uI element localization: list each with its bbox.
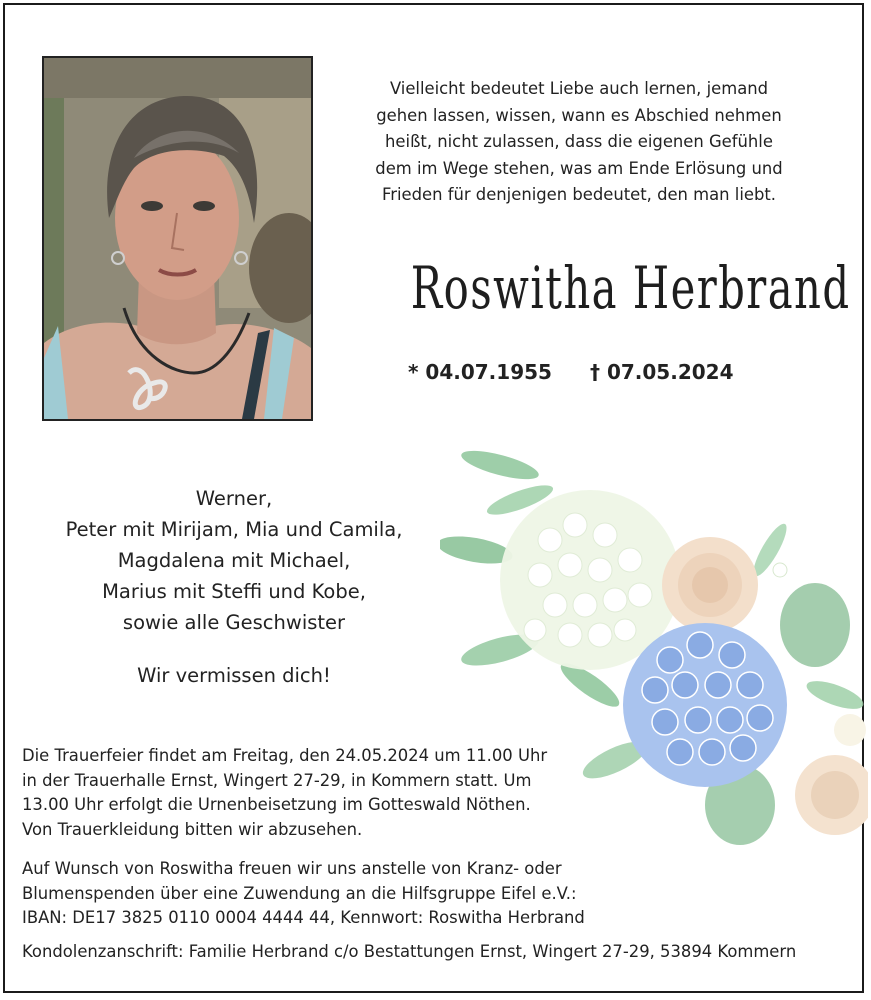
donation-line: IBAN: DE17 3825 0110 0004 4444 44, Kennwort: Roswitha Herbrand <box>22 908 585 927</box>
ceremony-line: Von Trauerkleidung bitten wir abzusehen. <box>22 819 363 839</box>
birth-date: * 04.07.1955 <box>408 360 552 384</box>
deceased-name: Roswitha Herbrand <box>410 254 851 322</box>
ceremony-info <box>22 744 547 842</box>
donation-line: Auf Wunsch von Roswitha freuen wir uns anstelle von Kranz- oder <box>22 859 562 878</box>
survivor-line: Magdalena mit Michael, <box>117 549 351 572</box>
condolence-address: Kondolenzanschrift: Familie Herbrand c/o Bestattungen Ernst, Wingert 27-29, 53894 Kommern <box>22 942 797 961</box>
survivor-line: Marius mit Steffi und Kobe, <box>102 580 366 603</box>
closing-message: Wir vermissen dich! <box>137 664 331 687</box>
donation-info <box>22 857 585 931</box>
death-date: † 07.05.2024 <box>590 360 734 384</box>
quote-line: Frieden für denjenigen bedeutet, den man liebt. <box>382 185 776 205</box>
quote-line: gehen lassen, wissen, wann es Abschied nehmen <box>376 105 782 125</box>
survivors <box>22 483 446 638</box>
donation-line: Blumenspenden über eine Zuwendung an die Hilfsgruppe Eifel e.V.: <box>22 883 577 903</box>
quote <box>345 76 813 209</box>
quote-line: heißt, nicht zulassen, dass die eigenen Gefühle <box>385 132 773 152</box>
quote-line: Vielleicht bedeutet Liebe auch lernen, jemand <box>389 79 769 98</box>
portrait-photo <box>42 56 313 421</box>
survivor-line: Peter mit Mirijam, Mia und Camila, <box>65 518 403 541</box>
survivor-line: sowie alle Geschwister <box>122 611 346 634</box>
quote-line: dem im Wege stehen, was am Ende Erlösung und <box>375 158 783 178</box>
ceremony-line: 13.00 Uhr erfolgt die Urnenbeisetzung im Gotteswald Nöthen. <box>22 795 531 814</box>
survivor-line: Werner, <box>195 487 273 510</box>
ceremony-line: in der Trauerhalle Ernst, Wingert 27-29, in Kommern statt. Um <box>22 770 532 790</box>
ceremony-line: Die Trauerfeier findet am Freitag, den 24.05.2024 um 11.00 Uhr <box>22 746 548 765</box>
